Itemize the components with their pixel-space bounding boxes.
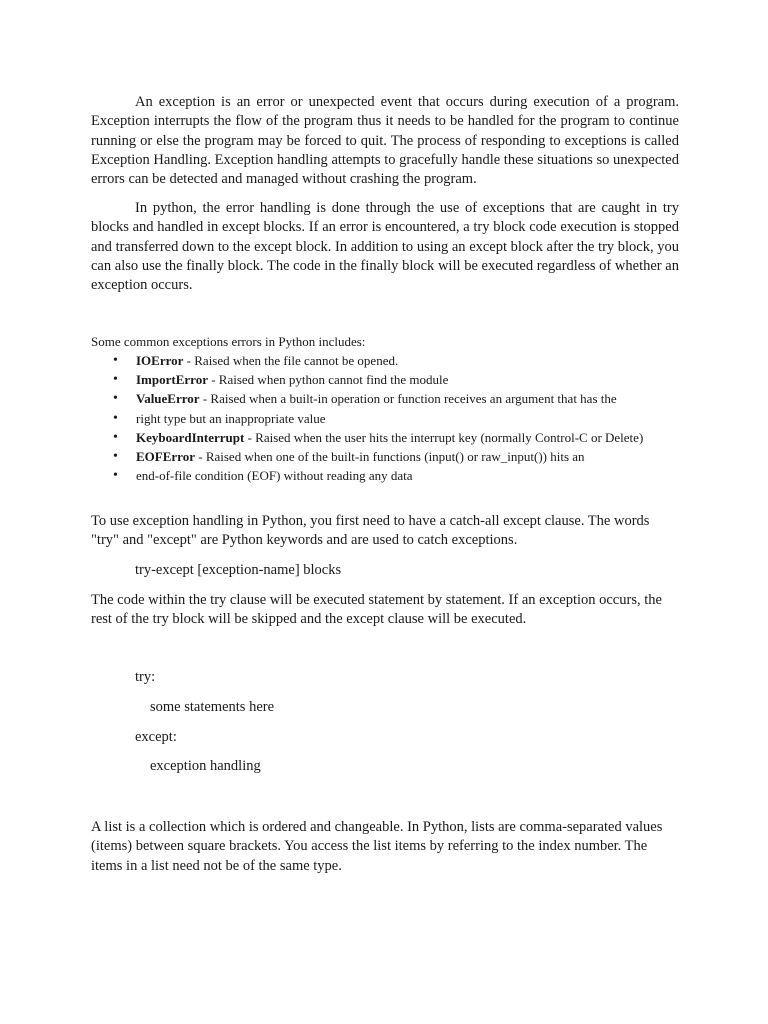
list-item: [91, 351, 691, 370]
exception-term: IOError: [136, 353, 184, 368]
exception-description: end-of-file condition (EOF) without reading any data: [136, 468, 413, 484]
exception-description: right type but an inappropriate value: [136, 410, 326, 426]
exception-term: ValueError: [136, 391, 200, 407]
exception-description: - Raised when python cannot find the module: [207, 372, 449, 388]
code-try-body: some statements here: [150, 699, 275, 715]
usage-paragraph: To use exception handling in Python, you first need to have a catch-all except clause. The words "try" and "except" are Python keywords and are used to catch exceptions.: [91, 513, 650, 549]
exceptions-list-heading: Some common exceptions errors in Python includes:: [91, 334, 366, 349]
code-try-keyword: try:: [135, 669, 156, 685]
exception-description: - Raised when one of the built-in functions (input() or raw_input()) hits an: [194, 448, 585, 464]
exception-term: ImportError: [136, 372, 208, 388]
exception-term: KeyboardInterrupt: [136, 429, 245, 445]
exception-description: - Raised when the file cannot be opened.: [183, 353, 399, 368]
exception-term: EOFError: [136, 448, 195, 464]
intro-paragraph-exceptions: An exception is an error or unexpected event that occurs during execution of a program. Exception interrupts the flow of the program thus it needs to be handled for the program to continue running or else the program may be forced to quit. The process of responding to exceptions is called Exception Handling. Exception handling attempts to gracefully handle these situations so unexpected errors can be detected and managed without crashing the program.: [91, 94, 679, 188]
intro-paragraph-error-handling: In python, the error handling is done through the use of exceptions that are caught in try blocks and handled in except blocks. If an error is encountered, a try block code execution is stopped and transferred down to the except block. In addition to using an except block after the try block, you can also use the finally block. The code in the finally block will be executed regardless of whether an exception occurs.: [91, 200, 679, 294]
list-item: [91, 370, 691, 389]
exception-description: - Raised when the user hits the interrupt key (normally Control-C or Delete): [244, 429, 644, 445]
list-item: [91, 447, 691, 466]
try-clause-explanation: The code within the try clause will be executed statement by statement. If an exception occurs, the rest of the try block will be skipped and the except clause will be executed.: [91, 592, 662, 628]
try-except-blocks-label: try-except [exception-name] blocks: [135, 562, 342, 578]
code-except-keyword: except:: [135, 729, 177, 745]
exceptions-bullet-list: [91, 351, 691, 485]
list-item: [91, 428, 691, 447]
list-item: [91, 466, 691, 485]
list-item: [91, 409, 691, 428]
exception-description: - Raised when a built-in operation or function receives an argument that has the: [199, 391, 617, 407]
code-except-body: exception handling: [150, 758, 261, 774]
lists-paragraph: A list is a collection which is ordered and changeable. In Python, lists are comma-separated values (items) between square brackets. You access the list items by referring to the index number. The items in a list need not be of the same type.: [91, 819, 663, 874]
list-item: [91, 389, 691, 408]
